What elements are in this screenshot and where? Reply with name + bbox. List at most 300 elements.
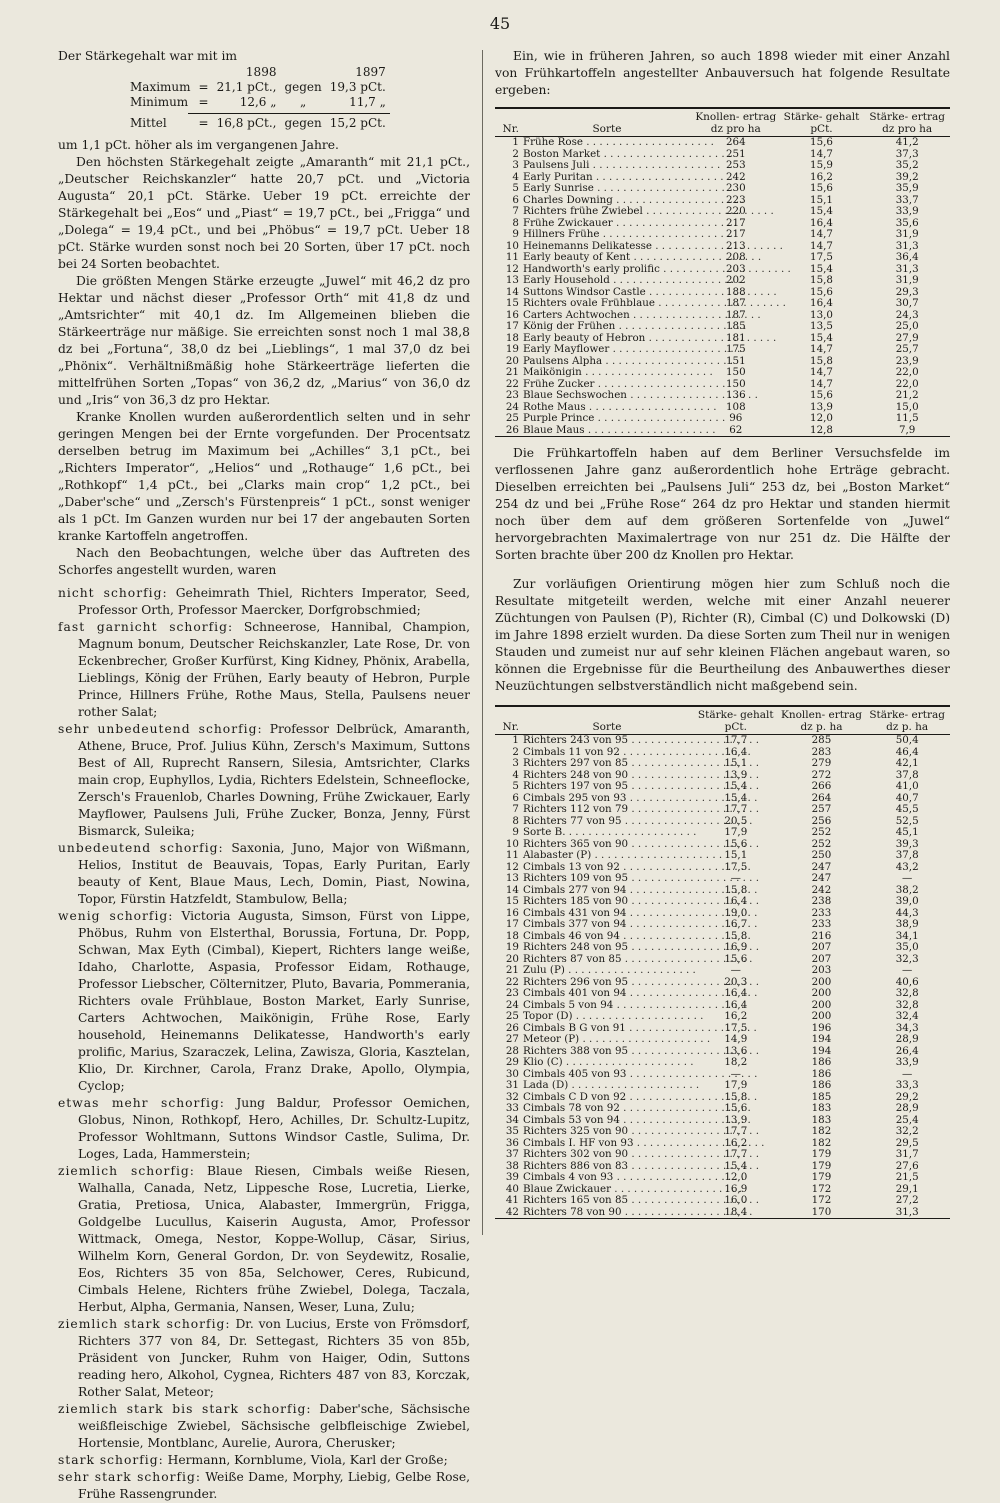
comparison-row: Maximum = 21,1 pCt., gegen 19,3 pCt. (126, 80, 390, 95)
header-nr: Nr. (502, 721, 519, 733)
row-value-2: 272 (811, 768, 832, 781)
scab-category-label: sehr unbedeutend schorfig: (58, 722, 263, 736)
variety-name: Early Household . . . (523, 274, 741, 286)
row-value-2: 12,0 (810, 412, 833, 424)
table-header-row (495, 108, 950, 137)
row-number: 12 (505, 860, 519, 873)
variety-name: Richters 365 von 90 . . . (523, 838, 759, 850)
header-sorte: Sorte (592, 123, 622, 135)
paragraph: Die Frühkartoffeln haben auf dem Berliner Versuchsfelde im verflossenen Jahre ganz außerordentlich hohe Erträge gebracht. Dieselben erreichten bei „Paulsens Juli“ 253 dz, bei „Boston Market“ 254 dz und bei „Frühe Rose“ 264 dz pro Hektar und standen hiermit noch über dem auf dem größeren Sortenfelde von „Juwel“ hervorgebrachten Maximalertrage von nur 251 dz. Die Hälfte der Sorten brachte über 200 dz Knollen pro Hektar. (495, 446, 950, 562)
row-value-1: 175 (725, 343, 746, 355)
variety-name: Richters 78 von 90 . . . (523, 1206, 753, 1218)
header-staerkeertrag: Stärke- ertrag dz pro ha (869, 111, 945, 135)
scab-category-label: nicht schorfig: (58, 586, 168, 600)
row-value-1: 15,6 (724, 837, 748, 850)
row-value-1: 15,6 (724, 952, 748, 965)
row-value-3: 40,7 (895, 791, 919, 804)
row-value-2: 15,4 (810, 331, 833, 344)
row-value-2: 17,5 (810, 251, 833, 263)
row-number: 23 (505, 389, 519, 401)
variety-name: Hillners Frühe . . . (523, 228, 730, 240)
variety-name: Richters 388 von 95 . . . (523, 1045, 759, 1057)
row-value-3: 22,0 (895, 377, 919, 390)
row-value-1: 16,4 (724, 998, 748, 1011)
row-number: 11 (505, 251, 519, 263)
row-value-1: 16,0 (724, 1194, 748, 1206)
row-value-3: 41,2 (895, 136, 919, 148)
row-value-1: 220 (725, 205, 746, 217)
row-value-3: 46,4 (895, 745, 919, 758)
row-number: 12 (505, 262, 519, 275)
scab-category-varieties: Hermann, Kornblume, Viola, Karl der Große; (167, 1453, 448, 1467)
variety-name: Maikönigin . . . (523, 366, 713, 378)
row-number: 41 (505, 1194, 519, 1206)
row-number: 29 (505, 1056, 519, 1068)
column-divider (482, 50, 483, 1235)
row-number: 16 (505, 906, 519, 919)
row-value-3: 27,9 (895, 331, 919, 344)
row-value-2: 285 (811, 734, 832, 746)
row-value-3: 31,9 (895, 228, 919, 240)
row-value-1: 96 (729, 412, 743, 424)
row-value-2: 233 (811, 918, 832, 930)
row-value-3: 29,3 (895, 285, 919, 298)
row-value-1: 13,9 (724, 768, 748, 781)
row-value-2: 200 (811, 987, 832, 999)
row-value-3: 29,2 (895, 1090, 919, 1103)
row-value-1: 15,1 (724, 757, 748, 769)
variety-name: Richters 109 von 95 . . . (523, 872, 759, 884)
variety-name: Cimbals 377 von 94 . . . (523, 918, 757, 930)
scab-category-varieties: Daber'sche, Sächsische weißfleischige Zwiebel, Sächsische gelbfleischige Zwiebel, Hortensie, Montblanc, Aurelie, Aurora, Cherusker; (78, 1402, 470, 1450)
early-potatoes-table (495, 107, 950, 437)
row-value-3: 39,2 (895, 170, 919, 183)
row-value-1: 187 (725, 297, 746, 309)
variety-name: Cimbals C D von 92 . . . (523, 1091, 757, 1103)
variety-name: Richters 197 von 95 . . . (523, 780, 759, 792)
variety-name: Cimbals 295 von 93 . . . (523, 792, 757, 804)
row-value-1: 108 (725, 400, 746, 413)
row-number: 8 (512, 814, 519, 827)
scab-category-label: etwas mehr schorfig: (58, 1096, 225, 1110)
row-value-1: 188 (725, 285, 746, 298)
row-value-3: 25,7 (895, 343, 919, 355)
row-value-2: 266 (811, 780, 832, 792)
row-value-2: 15,6 (810, 182, 833, 194)
row-value-1: 19,0 (724, 906, 748, 919)
row-value-2: 256 (811, 814, 832, 827)
row-number: 40 (505, 1182, 519, 1195)
row-value-3: 37,8 (895, 849, 919, 861)
row-value-3: 32,8 (895, 987, 919, 999)
row-value-3: 11,5 (895, 412, 919, 424)
row-value-1: 16,9 (724, 1182, 748, 1195)
variety-name: Cimbals 13 von 92 . . . (523, 861, 751, 873)
variety-name: Cimbals 11 von 92 . . . (523, 746, 751, 758)
row-value-2: 252 (811, 837, 832, 850)
row-value-2: 13,0 (810, 308, 833, 321)
scab-category-label: ziemlich stark bis stark schorfig: (58, 1402, 312, 1416)
variety-name: Cimbals B G von 91 . . . (523, 1022, 757, 1034)
row-value-1: 15,1 (724, 849, 748, 861)
row-value-1: 202 (725, 274, 746, 286)
row-value-1: 264 (725, 136, 746, 148)
scab-category-varieties: Schneerose, Hannibal, Champion, Magnum bonum, Deutscher Reichskanzler, Late Rose, Dr. von Eckenbrecher, Großer Kurfürst, King Kidney, Phönix, Arabella, Lieblings, König der Frühen, Early beauty of Hebron, Purple Prince, Hillners Frühe, Rothe Maus, Stella, Paulsens neuer rother Salat; (78, 620, 470, 719)
comparison-row: Mittel = 16,8 pCt., gegen 15,2 pCt. (126, 116, 390, 131)
row-value-1: 253 (725, 159, 746, 171)
row-value-3: 38,9 (895, 918, 919, 930)
variety-name: Cimbals 5 von 94 . . . (523, 999, 744, 1011)
variety-name: Richters 302 von 90 . . . (523, 1148, 759, 1160)
row-value-1: — (730, 872, 741, 884)
scab-category (58, 585, 470, 619)
row-value-3: 39,3 (895, 837, 919, 850)
scab-category-label: fast garnicht schorfig: (58, 620, 234, 634)
row-number: 26 (505, 423, 519, 436)
row-value-1: 62 (729, 423, 743, 436)
row-number: 9 (512, 228, 519, 240)
row-value-1: 151 (725, 354, 746, 367)
variety-name: Cimbals 78 von 92 . . . (523, 1102, 751, 1114)
scab-category-varieties: Blaue Riesen, Cimbals weiße Riesen, Walhalla, Canada, Netz, Lippesche Rose, Lucretia, Lierke, Gratia, Pretiosa, Unica, Alabaster, Immergrün, Frigga, Goldgelbe Lucullus, Kaiserin Augusta, Amor, Professor Wittmack, Omega, Nestor, Koppe-Wollup, Cäsar, Sirius, Wilhelm Korn, General Gordon, Dr. von Seydewitz, Rosalie, Eos, Richters 35 von 85a, Selchower, Ceres, Rubicund, Cimbals Helene, Richters frühe Zwiebel, Dolega, Taczala, Herbut, Alpha, Germania, Nansen, Weser, Luna, Zulu; (78, 1164, 470, 1314)
row-value-2: 183 (811, 1102, 832, 1114)
row-value-2: 250 (811, 849, 832, 861)
row-number: 1 (512, 136, 519, 148)
row-value-2: 207 (811, 952, 832, 965)
paragraph: Zur vorläufigen Orientirung mögen hier zum Schluß noch die Resultate mitgeteilt werden, welche mit einer Anzahl neuerer Züchtungen von Paulsen (P), Richter (R), Cimbal (C) und Dolkowski (D) im Jahre 1898 erzielt wurden. Da diese Sorten zum Theil nur in wenigen Stauden und zumeist nur auf sehr kleinen Flächen angebaut waren, so können die Ergebnisse für die Beurtheilung des Anbauwerthes dieser Neuzüchtungen selbstverständlich nicht maßgebend sein. (495, 577, 950, 693)
row-value-2: 15,1 (810, 193, 833, 206)
row-value-3: 31,9 (895, 274, 919, 286)
variety-name: Paulsens Alpha . . . (523, 355, 733, 367)
row-number: 42 (505, 1205, 519, 1218)
row-value-2: 15,6 (810, 136, 833, 148)
variety-name: Meteor (P) . . . (523, 1033, 710, 1045)
row-value-2: 194 (811, 1033, 832, 1045)
variety-name: Richters 87 von 85 . . . (523, 953, 753, 965)
variety-name: Carters Achtwochen . . . (523, 309, 761, 321)
variety-name: Early beauty of Hebron . . . (523, 332, 776, 344)
row-number: 21 (505, 366, 519, 378)
row-number: 4 (512, 768, 519, 781)
variety-name: Paulsens Juli . . . (523, 159, 720, 171)
row-variety (521, 425, 693, 437)
row-value-3: 36,4 (895, 251, 919, 263)
comparison-label: Minimum (130, 95, 189, 109)
row-value-2: 172 (811, 1182, 832, 1195)
row-value-1: 17,7 (724, 1125, 748, 1137)
variety-name: Richters 112 von 79 . . . (523, 803, 759, 815)
table-header-row (495, 706, 950, 735)
early-potatoes-intro: Ein, wie in früheren Jahren, so auch 1898 wieder mit einer Anzahl von Frühkartoffeln angestellter Anbauversuch hat folgende Resultate ergeben: (495, 49, 950, 97)
row-value-2: 200 (811, 1010, 832, 1022)
scab-category-varieties: Victoria Augusta, Simson, Fürst von Lippe, Phöbus, Ruhm von Elsterthal, Borussia, Fortuna, Dr. Popp, Schwan, Max Eyth (Cimbal), Kiepert, Richters lange weiße, Idaho, Charlotte, Aspasia, Professor Eidam, Rothauge, Professor Liebscher, Cölternitzer, Pluto, Bavaria, Pommerania, Richters ovale Frühblaue, Boston Market, Early Sunrise, Carters Achtwochen, Maikönigin, Frühe Rose, Early household, Heinemanns Delikatesse, Handworth's early prolific, Marius, Szaraczek, Lelina, Zawisza, Gloria, Kasztelan, Klio, Dr. Kirchner, Carola, Franz Drake, Apollo, Olympia, Cyclop; (78, 909, 470, 1093)
scab-category-varieties: Dr. von Lucius, Erste von Frömsdorf, Richters 377 von 84, Dr. Settegast, Richters 35 von 85b, Präsident von Juncker, Ruhm von Haiger, Odin, Suttons reading hero, Alkohol, Cygnea, Richters 487 von 83, Korczak, Rother Salat, Meteor; (78, 1317, 470, 1399)
row-value-1: 16,7 (724, 918, 748, 930)
row-value-1: — (730, 1067, 741, 1080)
row-value-3: 32,4 (895, 1010, 919, 1022)
row-value-3: 21,2 (895, 389, 919, 401)
row-value-2: 186 (811, 1079, 832, 1091)
row-value-3: 45,5 (895, 803, 919, 815)
row-value-3: 21,5 (895, 1171, 919, 1183)
row-value-1: 15,8 (724, 929, 748, 942)
row-number: 28 (505, 1044, 519, 1057)
row-value-1: 16,9 (724, 941, 748, 953)
row-value-1: 17,7 (724, 803, 748, 815)
row-value-1: 223 (725, 193, 746, 206)
row-value-1: 208 (725, 251, 746, 263)
variety-name: Cimbals 4 von 93 . . . (523, 1171, 744, 1183)
row-number: 24 (505, 400, 519, 413)
scab-category (58, 619, 470, 721)
row-value-2: 14,7 (810, 343, 833, 355)
row-value-1: 17,9 (724, 1079, 748, 1091)
variety-name: Cimbals 53 von 94 . . . (523, 1114, 751, 1126)
row-number: 38 (505, 1159, 519, 1172)
row-value-2: 203 (811, 964, 832, 976)
comparison-label: Mittel (130, 116, 167, 130)
row-number: 4 (512, 170, 519, 183)
row-value-2: 179 (811, 1171, 832, 1183)
row-value-1: 217 (725, 228, 746, 240)
table-row (495, 1207, 950, 1219)
variety-name: Richters 243 von 95 . . . (523, 734, 759, 746)
row-value-1: 16,2 (724, 1010, 748, 1022)
row-number: 25 (505, 1010, 519, 1022)
variety-name: Richters 77 von 95 . . . (523, 815, 753, 827)
variety-name: Frühe Rose . . . (523, 136, 714, 148)
scab-category-label: ziemlich schorfig: (58, 1164, 195, 1178)
variety-name: Handworth's early prolific . . . (523, 263, 791, 275)
row-value-1: 13,9 (724, 1113, 748, 1126)
row-number: 10 (505, 239, 519, 252)
row-value-3: 35,0 (895, 941, 919, 953)
row-value-3: 33,9 (895, 1056, 919, 1068)
row-value-2: 247 (811, 872, 832, 884)
row-value-1: 20,5 (724, 814, 748, 827)
row-value-3: 31,3 (895, 239, 919, 252)
row-number: 6 (512, 193, 519, 206)
row-value-2: 233 (811, 906, 832, 919)
scab-category-label: stark schorfig: (58, 1453, 164, 1467)
header-staerkeertrag: Stärke- ertrag dz p. ha (869, 709, 945, 733)
variety-name: König der Frühen . . . (523, 320, 746, 332)
row-value-2: 14,7 (810, 228, 833, 240)
header-knollenertrag: Knollen- ertrag dz pro ha (695, 111, 777, 135)
row-value-1: 181 (725, 331, 746, 344)
row-value-1: 150 (725, 377, 746, 390)
row-number: 26 (505, 1021, 519, 1034)
scab-category (58, 721, 470, 840)
row-value-1: 17,7 (724, 1148, 748, 1160)
row-value-3: 25,4 (895, 1113, 919, 1126)
variety-name: Richters 165 von 85 . . . (523, 1194, 759, 1206)
row-number: 25 (505, 412, 519, 424)
row-value-2: 15,6 (810, 285, 833, 298)
row-number: 20 (505, 952, 519, 965)
variety-name: Zulu (P) . . . (523, 964, 696, 976)
row-value-1: 242 (725, 170, 746, 183)
scab-category-label: sehr stark schorfig: (58, 1470, 202, 1484)
variety-name: Cimbals 401 von 94 . . . (523, 987, 757, 999)
row-number: 33 (505, 1102, 519, 1114)
row-value-2: 179 (811, 1148, 832, 1160)
row-value-1: 20,3 (724, 975, 748, 988)
variety-name: Cimbals 277 von 94 . . . (523, 884, 757, 896)
row-number: 35 (505, 1125, 519, 1137)
row-value-1: 14,9 (724, 1033, 748, 1045)
row-value-3: 42,1 (895, 757, 919, 769)
row-value-2: 12,8 (810, 423, 833, 436)
row-value-2: 279 (811, 757, 832, 769)
row-value-2: 170 (811, 1205, 832, 1218)
row-number: 30 (505, 1067, 519, 1080)
variety-name: Richters 297 von 85 . . . (523, 757, 759, 769)
variety-name: Lada (D) . . . (523, 1079, 699, 1091)
paragraph: um 1,1 pCt. höher als im vergangenen Jahre. (58, 138, 339, 152)
table-body (495, 735, 950, 1219)
row-value-2: 182 (811, 1136, 832, 1149)
scab-category-varieties: Saxonia, Juno, Major von Wißmann, Helios, Institut de Beauvais, Topas, Early Puritan, Early beauty of Kent, Blaue Maus, Lech, Domin, Piast, Nowina, Topor, Fürstin Hatzfeldt, Stambulow, Bella; (78, 841, 471, 906)
row-number: 16 (505, 308, 519, 321)
variety-name: Purple Prince . . . (523, 412, 725, 424)
row-value-1: 217 (725, 216, 746, 229)
scab-category (58, 1401, 470, 1452)
variety-name: Charles Downing . . . (523, 194, 744, 206)
variety-name: Alabaster (P) . . . (523, 849, 722, 861)
row-number: 18 (505, 929, 519, 942)
row-value-2: 185 (811, 1090, 832, 1103)
variety-name: Early Mayflower . . . (523, 343, 740, 355)
variety-name: Heinemanns Delikatesse . . . (523, 240, 783, 252)
row-value-3: 25,0 (895, 320, 919, 332)
row-value-3: 35,6 (895, 216, 919, 229)
header-sorte: Sorte (592, 721, 622, 733)
row-value-3: 28,9 (895, 1102, 919, 1114)
row-number: 34 (505, 1113, 519, 1126)
row-value-3: 24,3 (895, 308, 919, 321)
row-number: 10 (505, 837, 519, 850)
row-value-3: 33,9 (895, 205, 919, 217)
row-number: 2 (512, 745, 519, 758)
row-number: 36 (505, 1136, 519, 1149)
table-body (495, 137, 950, 437)
row-value-3: 34,1 (895, 929, 919, 942)
row-value-1: 230 (725, 182, 746, 194)
row-number: 19 (505, 941, 519, 953)
variety-name: Early Sunrise . . . (523, 182, 725, 194)
row-variety (521, 1207, 693, 1219)
left-column (58, 48, 470, 1503)
row-number: 13 (505, 872, 519, 884)
row-value-2: 15,4 (810, 205, 833, 217)
row-value-3: 35,9 (895, 182, 919, 194)
scab-category (58, 1452, 470, 1469)
row-value-3: 39,0 (895, 895, 919, 907)
scab-category (58, 840, 470, 908)
row-value-3: 23,9 (895, 354, 919, 367)
row-value-1: 13,6 (724, 1044, 748, 1057)
row-value-3: 41,0 (895, 780, 919, 792)
variety-name: Richters 248 von 95 . . . (523, 941, 759, 953)
page-number: 45 (489, 14, 511, 33)
row-value-1: 150 (725, 366, 746, 378)
variety-name: Cimbals 405 von 93 . . . (523, 1068, 757, 1080)
row-value-1: 18,4 (724, 1205, 748, 1218)
row-value-2: 186 (811, 1067, 832, 1080)
row-number: 5 (512, 182, 519, 194)
row-value-1: 213 (725, 239, 746, 252)
row-value-1: 15,6 (724, 1102, 748, 1114)
row-value-3: 26,4 (895, 1044, 919, 1057)
scab-category (58, 1469, 470, 1503)
variety-name: Cimbals 46 von 94 . . . (523, 930, 751, 942)
scab-category-label: wenig schorfig: (58, 909, 174, 923)
variety-name: Richters ovale Frühblaue . . . (523, 297, 786, 309)
paragraph: Nach den Beobachtungen, welche über das Auftreten des Schorfes angestellt wurden, waren (58, 546, 470, 577)
row-number: 19 (505, 343, 519, 355)
row-value-1: 15,4 (724, 791, 748, 804)
row-value-3: 40,6 (895, 975, 919, 988)
row-value-1: 16,4 (724, 745, 748, 758)
scab-category (58, 908, 470, 1095)
row-number: 14 (505, 285, 519, 298)
scab-category (58, 1316, 470, 1401)
row-value-3: 31,7 (895, 1148, 919, 1160)
row-value-3: 33,3 (895, 1079, 919, 1091)
row-number: 23 (505, 987, 519, 999)
sum-rule (188, 113, 390, 114)
row-value-3: 22,0 (895, 366, 919, 378)
row-value-2: 247 (811, 860, 832, 873)
row-value-3: 52,5 (895, 814, 919, 827)
variety-name: Cimbals I. HF von 93 . . . (523, 1137, 765, 1149)
row-value-1: 15,4 (724, 780, 748, 792)
row-number: 15 (505, 297, 519, 309)
row-number: 7 (512, 205, 519, 217)
row-value-1: 17,5 (724, 1021, 748, 1034)
row-value-2: 15,6 (810, 389, 833, 401)
row-value-1: 17,5 (724, 860, 748, 873)
comparison-label: Maximum (130, 80, 191, 94)
row-number: 5 (512, 780, 519, 792)
row-value-3: 27,6 (895, 1159, 919, 1172)
row-value-2: 183 (811, 1113, 832, 1126)
row-value-1: — (730, 964, 741, 976)
variety-name: Rothe Maus . . . (523, 401, 717, 413)
row-value-1: 17,7 (724, 734, 748, 746)
row-value-2: 196 (811, 1021, 832, 1034)
row-number: 15 (505, 895, 519, 907)
scab-category-varieties: Geheimrath Thiel, Richters Imperator, Seed, Professor Orth, Professor Maercker, Dorfgrobschmied; (78, 586, 470, 617)
row-value-1: 15,8 (724, 1090, 748, 1103)
row-value-2: 207 (811, 941, 832, 953)
comparison-header-row (126, 65, 390, 80)
row-value-2: 186 (811, 1056, 832, 1068)
row-number: 24 (505, 998, 519, 1011)
variety-name: Early Puritan . . . (523, 171, 724, 183)
variety-name: Sorte B. . . . (523, 826, 696, 838)
variety-name: Blaue Zwickauer . . . (523, 1183, 742, 1195)
right-column (495, 48, 950, 1219)
scab-category-varieties: Weiße Dame, Morphy, Liebig, Gelbe Rose, Frühe Rassengrunder. (78, 1470, 470, 1501)
header-staerkegehalt: Stärke- gehalt pCt. (697, 709, 774, 733)
variety-name: Richters 296 von 95 . . . (523, 976, 759, 988)
row-value-2: 182 (811, 1125, 832, 1137)
starch-comparison-table (126, 65, 390, 131)
variety-name: Cimbals 431 von 94 . . . (523, 907, 757, 919)
row-value-2: 15,8 (810, 354, 833, 367)
